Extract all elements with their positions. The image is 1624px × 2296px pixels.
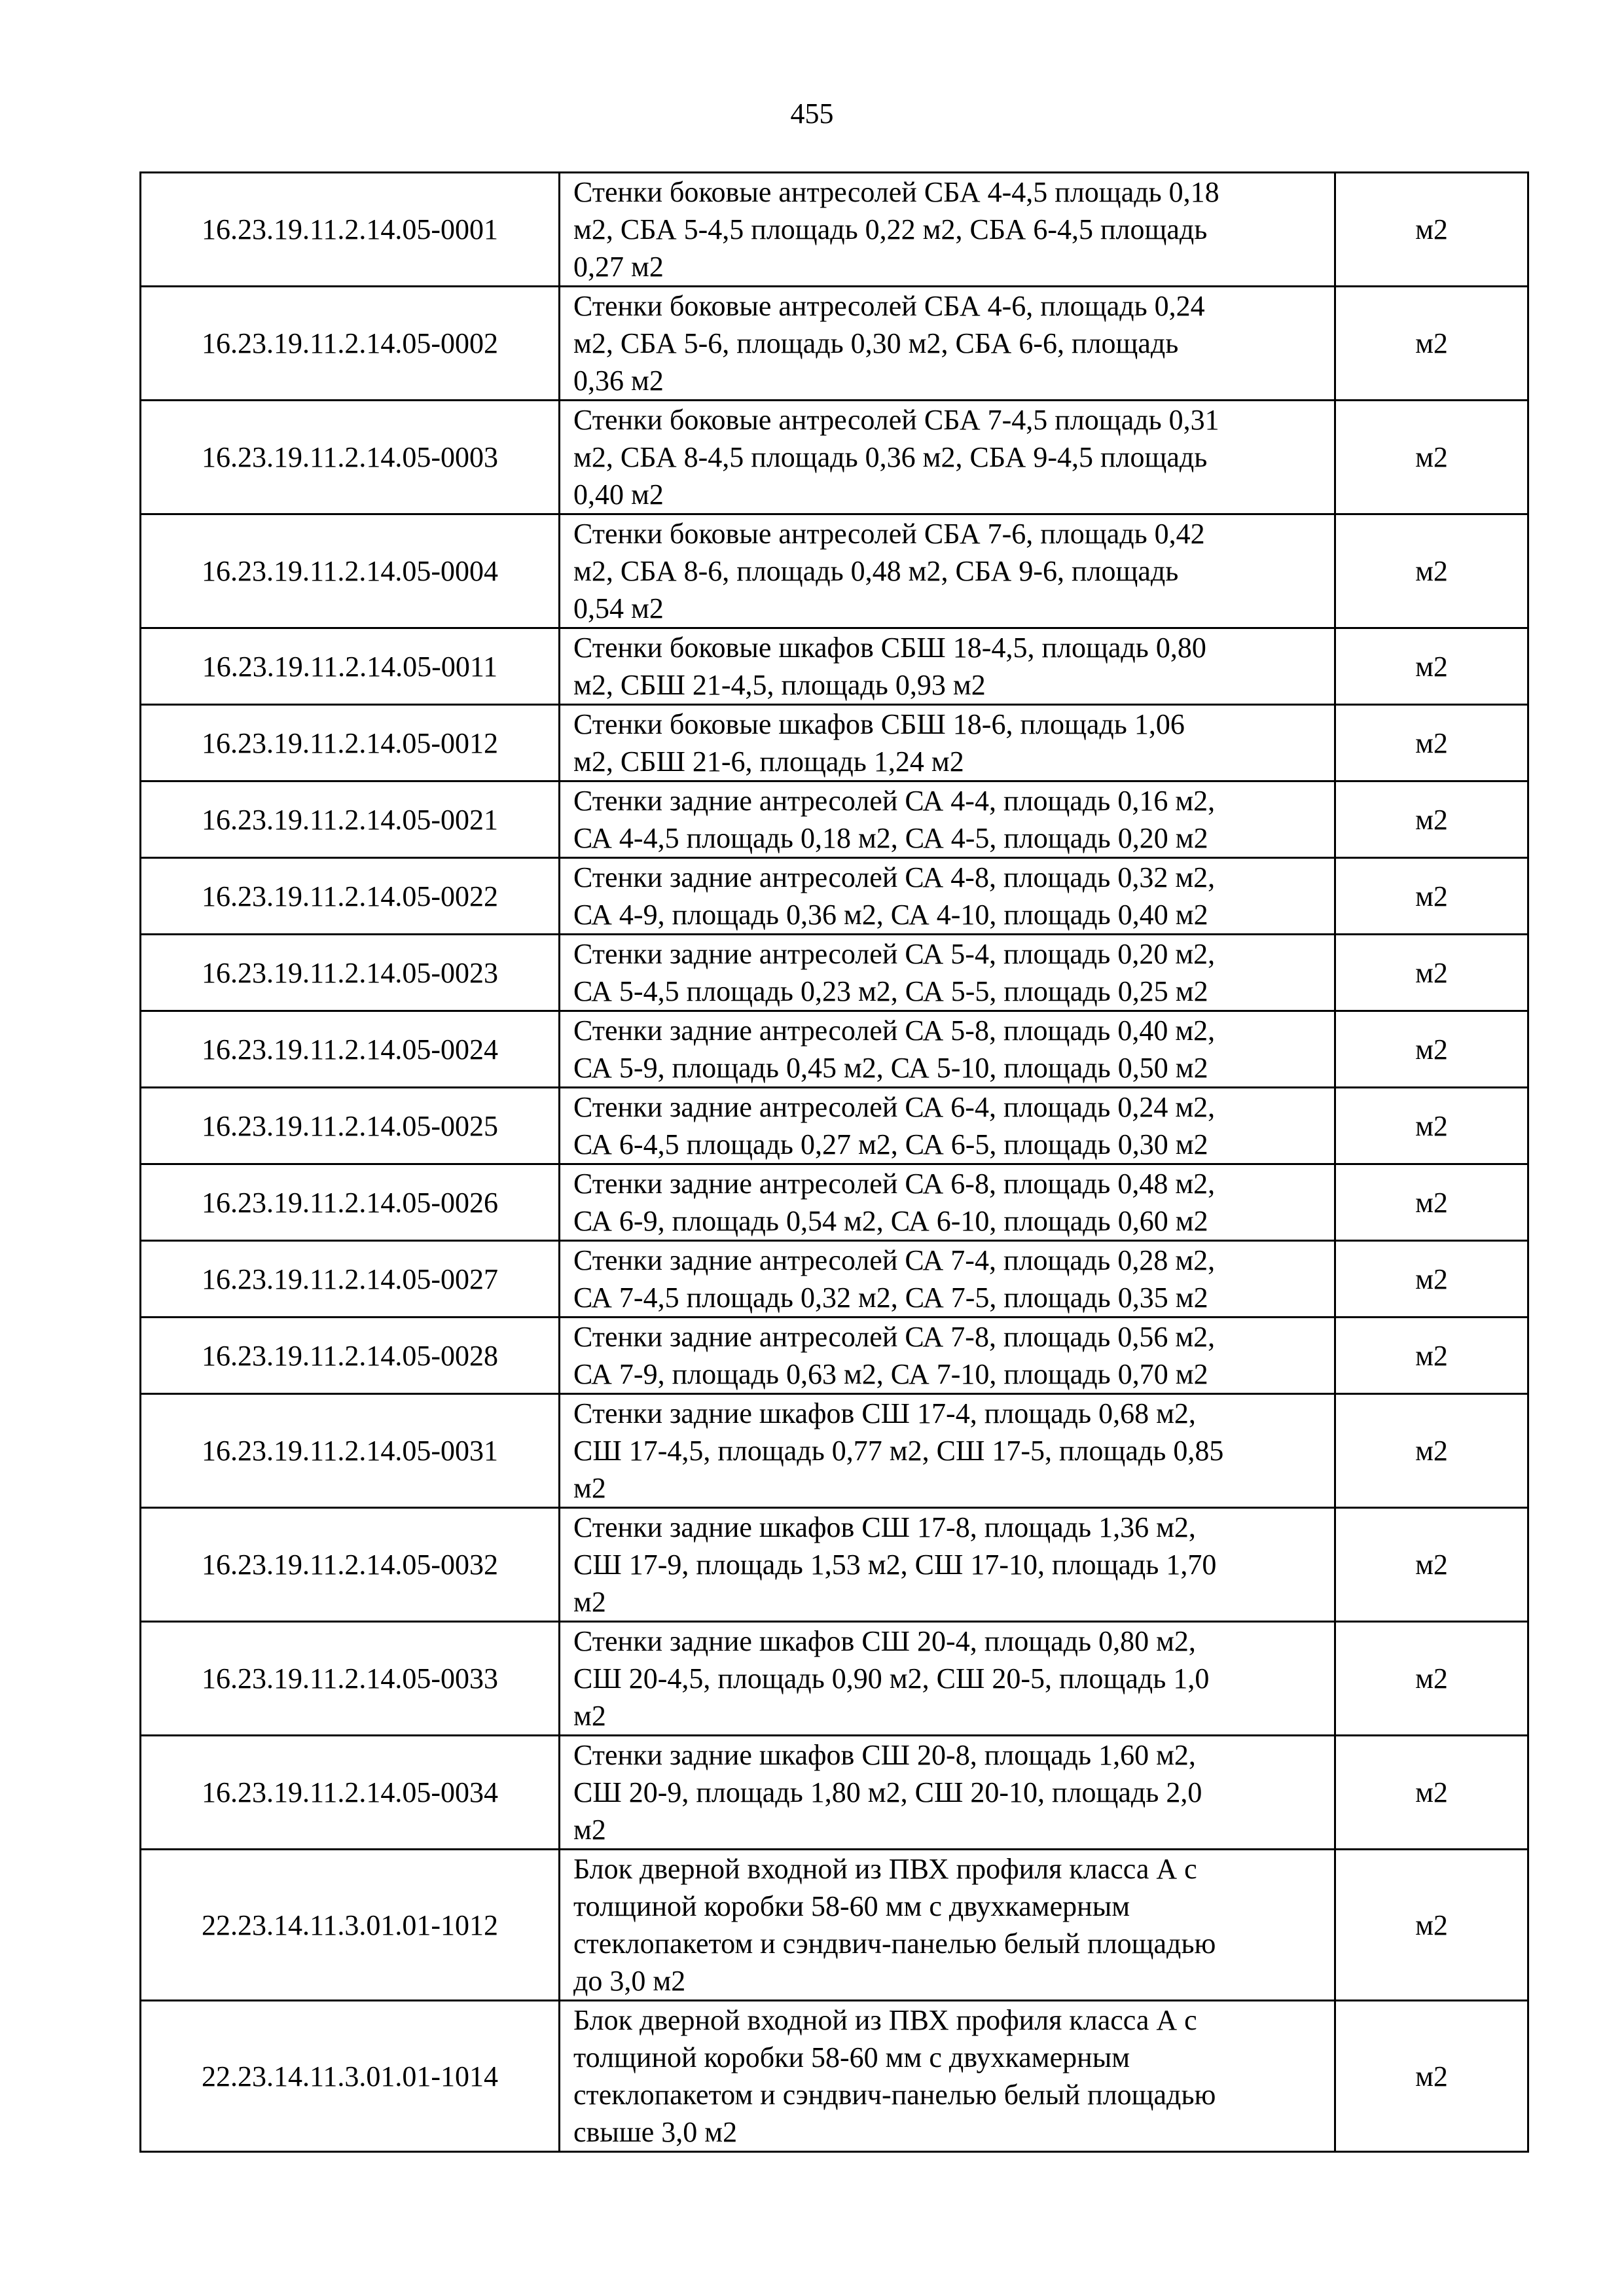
resource-code: 16.23.19.11.2.14.05-0012 — [141, 705, 560, 781]
resource-name-line: Стенки боковые антресолей СБА 7-4,5 площадь 0,31 — [573, 404, 1219, 436]
table-row — [141, 1011, 1528, 1088]
resource-name — [560, 628, 1335, 705]
table-row — [141, 1622, 1528, 1736]
resource-name-line: Стенки задние антресолей СА 4-8, площадь 0,32 м2, — [573, 861, 1216, 893]
resource-name-line: Стенки задние антресолей СА 5-4, площадь 0,20 м2, — [573, 938, 1216, 970]
resource-name-line: Стенки боковые шкафов СБШ 18-4,5, площадь 0,80 — [573, 632, 1206, 664]
table-row — [141, 1508, 1528, 1622]
resource-name — [560, 287, 1335, 401]
resource-name-line: СА 4-4,5 площадь 0,18 м2, СА 4-5, площадь 0,20 м2 — [573, 822, 1208, 854]
resource-name-line: м2, СБА 5-6, площадь 0,30 м2, СБА 6-6, площадь — [573, 327, 1179, 359]
resource-unit: м2 — [1335, 1508, 1528, 1622]
resource-unit: м2 — [1335, 1318, 1528, 1394]
resource-unit: м2 — [1335, 514, 1528, 628]
resource-name-line: СА 7-4,5 площадь 0,32 м2, СА 7-5, площадь 0,35 м2 — [573, 1282, 1208, 1314]
resource-unit: м2 — [1335, 287, 1528, 401]
resource-name-line: м2, СБА 5-4,5 площадь 0,22 м2, СБА 6-4,5 площадь — [573, 213, 1208, 245]
resource-name-line: 0,27 м2 — [573, 251, 664, 283]
resource-unit: м2 — [1335, 1011, 1528, 1088]
resource-code: 16.23.19.11.2.14.05-0022 — [141, 858, 560, 935]
resource-name-line: стеклопакетом и сэндвич-панелью белый площадью — [573, 2079, 1216, 2111]
resource-name-line: СА 6-4,5 площадь 0,27 м2, СА 6-5, площадь 0,30 м2 — [573, 1128, 1208, 1160]
resource-name-line: Стенки задние антресолей СА 7-4, площадь 0,28 м2, — [573, 1244, 1216, 1276]
resource-name — [560, 1164, 1335, 1241]
resource-name — [560, 1241, 1335, 1318]
table-row — [141, 1318, 1528, 1394]
resource-name-line: Стенки задние антресолей СА 6-8, площадь 0,48 м2, — [573, 1168, 1216, 1200]
resource-name-line: толщиной коробки 58-60 мм с двухкамерным — [573, 2041, 1130, 2073]
resource-name — [560, 1850, 1335, 2001]
resource-name — [560, 1011, 1335, 1088]
resource-unit: м2 — [1335, 628, 1528, 705]
resource-name-line: Стенки задние антресолей СА 5-8, площадь 0,40 м2, — [573, 1014, 1216, 1047]
resource-name-line: толщиной коробки 58-60 мм с двухкамерным — [573, 1890, 1130, 1922]
resource-unit: м2 — [1335, 1241, 1528, 1318]
resource-code: 16.23.19.11.2.14.05-0028 — [141, 1318, 560, 1394]
resource-name — [560, 1394, 1335, 1508]
resource-name-line: м2 — [573, 1472, 606, 1504]
resource-unit: м2 — [1335, 1394, 1528, 1508]
resource-name-line: Стенки задние шкафов СШ 20-4, площадь 0,80 м2, — [573, 1625, 1196, 1657]
resource-code: 16.23.19.11.2.14.05-0024 — [141, 1011, 560, 1088]
resource-name-line: СШ 17-9, площадь 1,53 м2, СШ 17-10, площадь 1,70 — [573, 1549, 1217, 1581]
resource-name — [560, 514, 1335, 628]
resource-unit: м2 — [1335, 1850, 1528, 2001]
resource-code: 16.23.19.11.2.14.05-0021 — [141, 781, 560, 858]
resource-name-line: СА 4-9, площадь 0,36 м2, СА 4-10, площадь 0,40 м2 — [573, 899, 1208, 931]
resource-code: 16.23.19.11.2.14.05-0001 — [141, 173, 560, 287]
resource-name — [560, 935, 1335, 1011]
resource-name — [560, 401, 1335, 514]
table-row — [141, 1241, 1528, 1318]
resource-code: 16.23.19.11.2.14.05-0011 — [141, 628, 560, 705]
resource-name — [560, 858, 1335, 935]
resource-code: 22.23.14.11.3.01.01-1012 — [141, 1850, 560, 2001]
resource-code: 16.23.19.11.2.14.05-0027 — [141, 1241, 560, 1318]
resource-name — [560, 1622, 1335, 1736]
table-row — [141, 173, 1528, 287]
resource-name — [560, 781, 1335, 858]
table-row — [141, 858, 1528, 935]
resource-name — [560, 2001, 1335, 2152]
resource-name-line: СА 6-9, площадь 0,54 м2, СА 6-10, площадь 0,60 м2 — [573, 1205, 1208, 1237]
resource-name-line: СШ 20-4,5, площадь 0,90 м2, СШ 20-5, площадь 1,0 — [573, 1662, 1210, 1695]
table-row — [141, 1850, 1528, 2001]
resource-code: 16.23.19.11.2.14.05-0034 — [141, 1736, 560, 1850]
resource-unit: м2 — [1335, 173, 1528, 287]
resource-name-line: СШ 17-4,5, площадь 0,77 м2, СШ 17-5, площадь 0,85 — [573, 1435, 1224, 1467]
resource-name — [560, 1318, 1335, 1394]
resource-name-line: Стенки задние антресолей СА 4-4, площадь 0,16 м2, — [573, 785, 1216, 817]
table-row — [141, 287, 1528, 401]
table-row — [141, 514, 1528, 628]
resource-name-line: Блок дверной входной из ПВХ профиля класса А с — [573, 2004, 1197, 2036]
resource-code: 16.23.19.11.2.14.05-0033 — [141, 1622, 560, 1736]
resource-name-line: Стенки задние антресолей СА 7-8, площадь 0,56 м2, — [573, 1321, 1216, 1353]
resource-code: 16.23.19.11.2.14.05-0026 — [141, 1164, 560, 1241]
resource-unit: м2 — [1335, 2001, 1528, 2152]
resource-name-line: Стенки боковые антресолей СБА 4-4,5 площадь 0,18 — [573, 176, 1219, 208]
resource-name-line: Стенки боковые антресолей СБА 7-6, площадь 0,42 — [573, 518, 1205, 550]
resource-code: 16.23.19.11.2.14.05-0025 — [141, 1088, 560, 1164]
resource-unit: м2 — [1335, 935, 1528, 1011]
resource-name-line: свыше 3,0 м2 — [573, 2116, 738, 2148]
resource-name-line: до 3,0 м2 — [573, 1965, 686, 1997]
resource-name — [560, 705, 1335, 781]
table-row — [141, 1394, 1528, 1508]
page-number: 455 — [790, 98, 834, 130]
table-row — [141, 1164, 1528, 1241]
resource-table — [139, 171, 1529, 2153]
table-row — [141, 628, 1528, 705]
table-row — [141, 2001, 1528, 2152]
resource-name-line: Стенки задние шкафов СШ 17-4, площадь 0,68 м2, — [573, 1397, 1196, 1429]
table-row — [141, 935, 1528, 1011]
resource-name-line: м2 — [573, 1700, 606, 1732]
resource-unit: м2 — [1335, 1736, 1528, 1850]
resource-name-line: 0,40 м2 — [573, 478, 664, 511]
resource-name-line: Стенки задние антресолей СА 6-4, площадь 0,24 м2, — [573, 1091, 1216, 1123]
resource-unit: м2 — [1335, 1088, 1528, 1164]
resource-name-line: м2, СБШ 21-6, площадь 1,24 м2 — [573, 745, 964, 778]
resource-name-line: Стенки боковые шкафов СБШ 18-6, площадь 1,06 — [573, 708, 1185, 740]
table-row — [141, 1088, 1528, 1164]
resource-name-line: СА 5-9, площадь 0,45 м2, СА 5-10, площадь 0,50 м2 — [573, 1052, 1208, 1084]
resource-name-line: Стенки задние шкафов СШ 20-8, площадь 1,60 м2, — [573, 1739, 1196, 1771]
table-row — [141, 781, 1528, 858]
resource-unit: м2 — [1335, 1164, 1528, 1241]
resource-code: 16.23.19.11.2.14.05-0003 — [141, 401, 560, 514]
resource-name — [560, 1736, 1335, 1850]
resource-name-line: Стенки задние шкафов СШ 17-8, площадь 1,36 м2, — [573, 1511, 1196, 1543]
resource-code: 16.23.19.11.2.14.05-0023 — [141, 935, 560, 1011]
resource-name-line: м2, СБШ 21-4,5, площадь 0,93 м2 — [573, 669, 986, 701]
resource-name — [560, 1088, 1335, 1164]
resource-code: 22.23.14.11.3.01.01-1014 — [141, 2001, 560, 2152]
resource-name — [560, 1508, 1335, 1622]
resource-code: 16.23.19.11.2.14.05-0032 — [141, 1508, 560, 1622]
resource-name-line: стеклопакетом и сэндвич-панелью белый площадью — [573, 1928, 1216, 1960]
resource-name-line: м2 — [573, 1814, 606, 1846]
resource-unit: м2 — [1335, 858, 1528, 935]
table-row — [141, 401, 1528, 514]
resource-code: 16.23.19.11.2.14.05-0031 — [141, 1394, 560, 1508]
resource-name-line: 0,54 м2 — [573, 592, 664, 624]
resource-unit: м2 — [1335, 1622, 1528, 1736]
resource-name-line: СА 5-4,5 площадь 0,23 м2, СА 5-5, площадь 0,25 м2 — [573, 975, 1208, 1007]
resource-code: 16.23.19.11.2.14.05-0002 — [141, 287, 560, 401]
resource-name-line: м2, СБА 8-4,5 площадь 0,36 м2, СБА 9-4,5 площадь — [573, 441, 1208, 473]
table-body — [141, 173, 1528, 2152]
resource-name-line: 0,36 м2 — [573, 365, 664, 397]
table-row — [141, 705, 1528, 781]
resource-unit: м2 — [1335, 705, 1528, 781]
table-row — [141, 1736, 1528, 1850]
resource-name-line: Блок дверной входной из ПВХ профиля класса А с — [573, 1853, 1197, 1885]
resource-name-line: м2 — [573, 1586, 606, 1618]
resource-unit: м2 — [1335, 401, 1528, 514]
resource-name-line: м2, СБА 8-6, площадь 0,48 м2, СБА 9-6, площадь — [573, 555, 1179, 587]
resource-name-line: Стенки боковые антресолей СБА 4-6, площадь 0,24 — [573, 290, 1205, 322]
resource-code: 16.23.19.11.2.14.05-0004 — [141, 514, 560, 628]
resource-unit: м2 — [1335, 781, 1528, 858]
resource-name — [560, 173, 1335, 287]
resource-name-line: СА 7-9, площадь 0,63 м2, СА 7-10, площадь 0,70 м2 — [573, 1358, 1208, 1390]
resource-name-line: СШ 20-9, площадь 1,80 м2, СШ 20-10, площадь 2,0 — [573, 1776, 1202, 1808]
